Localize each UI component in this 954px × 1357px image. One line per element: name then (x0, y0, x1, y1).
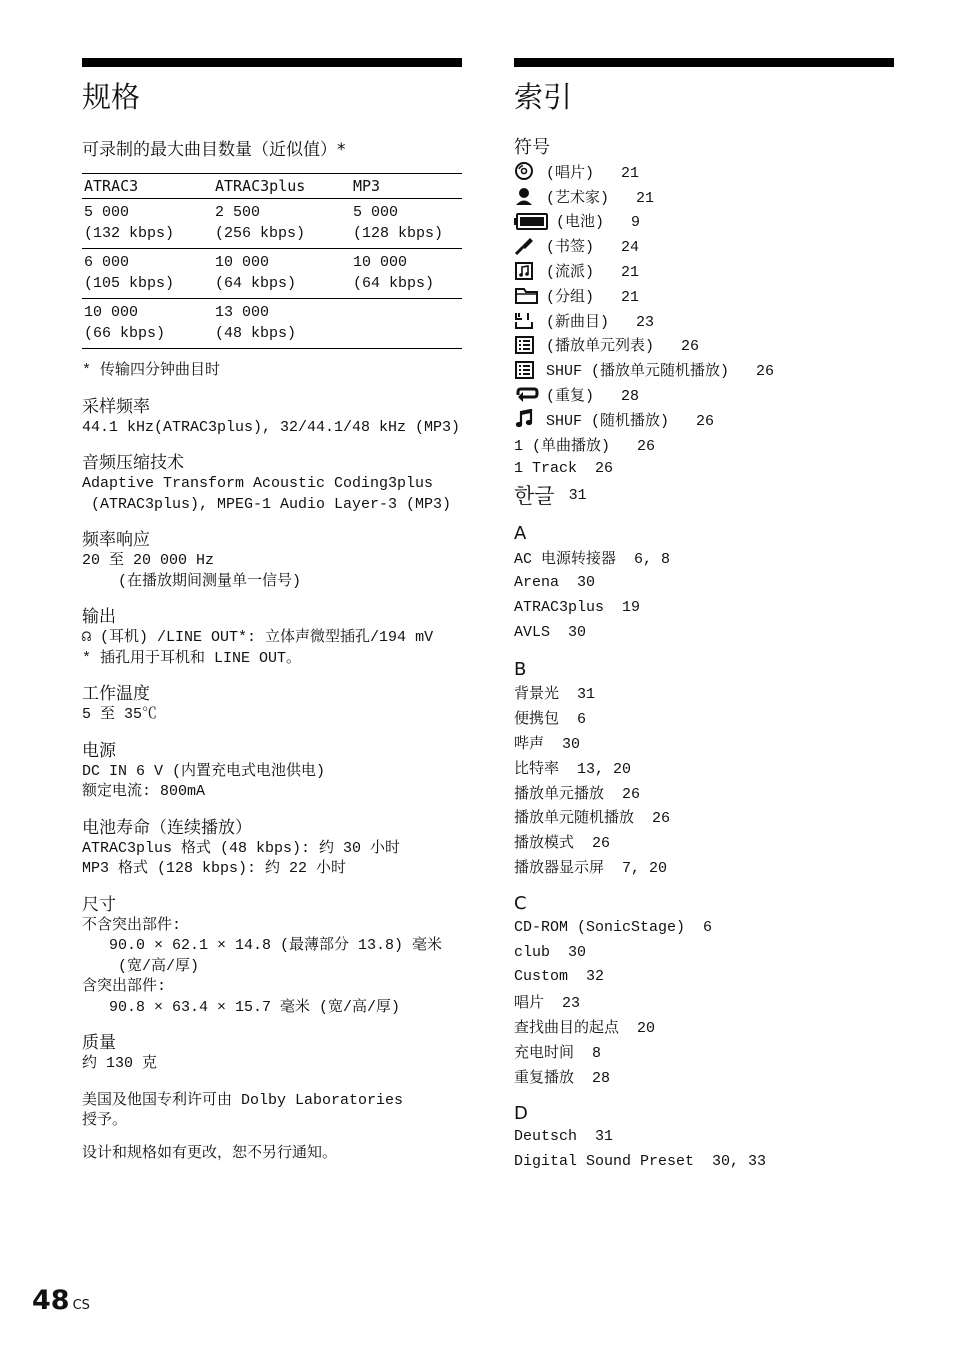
table-row (82, 249, 462, 299)
bookmark-icon (514, 236, 546, 256)
index-group-b (514, 659, 894, 879)
list-item (514, 595, 894, 620)
table-header: ATRAC3 (82, 174, 213, 199)
table-cell: 6 000 (105 kbps) (82, 249, 213, 299)
spec-text: 约 130 克 (82, 1055, 158, 1072)
tracks-table (82, 173, 462, 349)
spec-heading: 电源 (82, 740, 116, 761)
list-item (514, 457, 894, 482)
new-track-icon (514, 310, 546, 330)
list-item (514, 780, 894, 805)
list-item (514, 545, 894, 570)
index-entry: Arena 30 (514, 574, 596, 592)
index-title: 索引 (514, 80, 573, 114)
index-entry: club 30 (514, 943, 587, 961)
spec-heading: 质量 (82, 1033, 116, 1053)
index-group-d (514, 1103, 894, 1175)
spec-power (82, 740, 462, 803)
spec-heading: 工作温度 (82, 684, 150, 704)
table-header: MP3 (351, 174, 462, 199)
index-entry: Custom 32 (514, 968, 605, 986)
spec-text: 不含突出部件: 90.0 × 62.1 × 14.8 (最薄部分 13.8) 毫米 (宽/高/厚) 含突出部件: 90.8 × 63.4 × 15.7 毫米 (宽/高/厚) (82, 916, 443, 1016)
list-item (514, 620, 894, 645)
spec-dimensions (82, 894, 462, 1019)
language-code: CS (72, 1298, 90, 1313)
list-item (514, 1014, 894, 1039)
index-entry: AC 电源转接器 6, 8 (514, 551, 671, 569)
list-item (514, 233, 894, 258)
spec-heading: 电池寿命（连续播放） (82, 817, 252, 838)
spec-heading: 频率响应 (82, 530, 150, 550)
list-item (514, 805, 894, 830)
list-item (514, 333, 894, 358)
table-row (82, 199, 462, 249)
list-item (514, 209, 894, 234)
symbol-list (514, 159, 894, 509)
index-entry: CD-ROM (SonicStage) 6 (514, 918, 713, 936)
index-entry: 重复播放 28 (514, 1069, 611, 1087)
spec-text: 44.1 kHz(ATRAC3plus), 32/44.1/48 kHz (MP3) (82, 418, 461, 436)
specifications-column (82, 58, 462, 1164)
change-notice: 设计和规格如有更改，恕不另行通知。 (82, 1144, 338, 1162)
list-item (514, 730, 894, 755)
index-group-c (514, 893, 894, 1089)
list-item (514, 755, 894, 780)
index-entry: SHUF (随机播放) 26 (546, 412, 715, 430)
list-item (514, 258, 894, 283)
index-entry: 1 Track 26 (514, 460, 614, 478)
table-header: ATRAC3plus (213, 174, 351, 199)
index-entry: (书签) 24 (546, 239, 640, 257)
spec-heading: 采样频率 (82, 396, 150, 417)
index-group-a (514, 523, 894, 644)
spec-text: Adaptive Transform Acoustic Coding3plus (ATRAC3plus), MPEG-1 Audio Layer-3 (MP3) (82, 475, 452, 513)
index-entry: (唱片) 21 (546, 164, 640, 182)
spec-heading: 尺寸 (82, 894, 116, 915)
specifications-title: 规格 (82, 80, 141, 114)
table-footnote: * 传输四分钟曲目时 (82, 362, 221, 379)
table-cell (351, 299, 462, 349)
disc-icon (514, 161, 546, 181)
index-entry: 查找曲目的起点 20 (514, 1020, 656, 1037)
list-item (514, 854, 894, 879)
index-entry: (艺术家) 21 (546, 189, 655, 207)
list-item (514, 308, 894, 333)
table-row (82, 299, 462, 349)
index-column (514, 58, 894, 1174)
index-entry: AVLS 30 (514, 623, 587, 641)
list-item (514, 1149, 894, 1174)
index-entry: 播放模式 26 (514, 835, 611, 853)
page-number-value: 48 (32, 1285, 70, 1316)
index-entry: (新曲目) 23 (546, 313, 655, 331)
list-item (514, 1039, 894, 1064)
patent-notice: 美国及他国专利许可由 Dolby Laboratories 授予。 (82, 1091, 404, 1129)
index-letter: B (514, 658, 527, 680)
list-item (514, 283, 894, 308)
index-entry: SHUF (播放单元随机播放) 26 (546, 363, 775, 381)
index-entry: 便携包 6 (514, 711, 587, 729)
list-item (514, 965, 894, 990)
index-entry: 唱片 23 (514, 995, 581, 1013)
list-item (514, 159, 894, 184)
hangul-label: 한글 (514, 484, 555, 509)
list-item (514, 940, 894, 965)
index-entry: 播放器显示屏 7, 20 (514, 860, 668, 878)
index-entry: (播放单元列表) 26 (546, 338, 700, 356)
list-item (514, 357, 894, 382)
table-cell: 5 000 (132 kbps) (82, 199, 213, 249)
index-entry: ATRAC3plus 19 (514, 598, 641, 616)
list-item (514, 705, 894, 730)
spec-output (82, 606, 462, 669)
index-entry: 比特率 13, 20 (514, 760, 632, 778)
list-item (514, 570, 894, 595)
spec-battery-life (82, 817, 462, 880)
spec-frequency-response (82, 529, 462, 592)
folder-icon (514, 285, 546, 305)
playlist-icon (514, 335, 546, 355)
list-item (514, 829, 894, 854)
index-entry: 背景光 31 (514, 686, 596, 704)
table-cell: 2 500 (256 kbps) (213, 199, 351, 249)
index-entry: (流派) 21 (546, 264, 640, 282)
tracks-heading: 可录制的最大曲目数量（近似值）* (82, 140, 346, 160)
spec-compression (82, 452, 462, 515)
title-bar (514, 58, 894, 67)
list-item (514, 1064, 894, 1089)
spec-text: 20 至 20 000 Hz (在播放期间测量单一信号) (82, 552, 302, 590)
index-letter: D (514, 1102, 528, 1124)
spec-text: 5 至 35℃ (82, 706, 158, 723)
spec-heading: 音频压缩技术 (82, 453, 184, 473)
index-entry: (重复) 28 (546, 388, 640, 406)
index-entry: Digital Sound Preset 30, 33 (514, 1153, 767, 1171)
spec-operating-temperature (82, 683, 462, 726)
genre-icon (514, 261, 546, 281)
index-entry: 播放单元播放 26 (514, 785, 641, 803)
table-cell: 10 000 (64 kbps) (213, 249, 351, 299)
title-bar (82, 58, 462, 67)
spec-sampling (82, 396, 462, 439)
music-note-icon (514, 409, 546, 429)
list-item (514, 681, 894, 706)
symbols-heading: 符号 (514, 137, 550, 158)
table-cell: 10 000 (66 kbps) (82, 299, 213, 349)
page-number (32, 1285, 90, 1316)
index-letter: C (514, 892, 527, 914)
list-item (514, 989, 894, 1014)
index-letter: A (514, 523, 527, 545)
list-item (514, 1125, 894, 1150)
list-item (514, 915, 894, 940)
table-cell: 10 000 (64 kbps) (351, 249, 462, 299)
spec-text: ATRAC3plus 格式 (48 kbps): 约 30 小时 MP3 格式 (128 kbps): 约 22 小时 (82, 839, 401, 877)
spec-heading: 输出 (82, 607, 116, 627)
spec-mass (82, 1032, 462, 1075)
index-entry: 哔声 30 (514, 736, 581, 754)
index-entry: Deutsch 31 (514, 1128, 614, 1146)
table-cell: 13 000 (48 kbps) (213, 299, 351, 349)
spec-text: ☊ (耳机) /LINE OUT*: 立体声微型插孔/194 mV * 插孔用于耳机和 LINE OUT。 (82, 629, 434, 667)
table-header-row (82, 174, 462, 199)
index-entry: 1 (单曲播放) 26 (514, 437, 656, 455)
list-item (514, 184, 894, 209)
list-item (514, 481, 894, 509)
index-entry: (电池) 9 (556, 214, 641, 232)
hangul-page: 31 (568, 486, 587, 504)
playlist-icon (514, 360, 546, 380)
index-entry: (分组) 21 (546, 288, 640, 306)
index-entry: 充电时间 8 (514, 1044, 602, 1062)
list-item (514, 407, 894, 432)
artist-icon (514, 186, 546, 206)
battery-icon (514, 211, 556, 231)
list-item (514, 432, 894, 457)
spec-text: DC IN 6 V (内置充电式电池供电) 额定电流: 800mA (82, 762, 326, 800)
list-item (514, 382, 894, 407)
index-entry: 播放单元随机播放 26 (514, 810, 671, 828)
table-cell: 5 000 (128 kbps) (351, 199, 462, 249)
repeat-icon (514, 385, 546, 405)
